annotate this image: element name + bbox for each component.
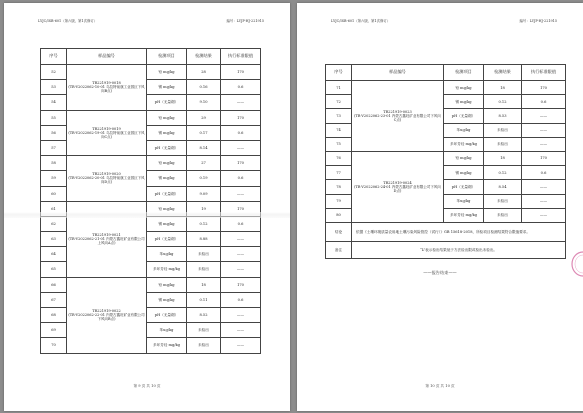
seal-stamp [569,251,583,277]
test-result-cell: 未检出 [484,123,522,137]
standard-limit-cell: 0.6 [522,166,566,180]
standard-limit-cell: —— [522,208,566,222]
sample-id-cell: TR221919-0018 (TR-V2022062-10-01 乌拉特前旗工业园区下风向B点) [67,65,147,111]
standard-limit-cell: —— [221,232,261,247]
standard-limit-cell: —— [221,323,261,338]
test-result-cell: 8.14 [187,140,221,155]
standard-limit-cell: —— [221,262,261,277]
results-table [40,48,261,354]
standard-limit-cell: 170 [221,201,261,216]
test-result-cell: 9.10 [187,95,221,110]
row-number-cell: 79 [326,194,352,208]
row-number-cell: 69 [41,323,67,338]
test-result-cell: 18 [187,277,221,292]
test-result-cell: 0.11 [187,292,221,307]
row-number-cell: 64 [41,247,67,262]
table-body [41,65,261,354]
column-header: 检测项目 [444,65,484,81]
test-result-cell: 未检出 [187,323,221,338]
row-number-cell: 75 [326,137,352,151]
standard-limit-cell: —— [221,186,261,201]
row-number-cell: 65 [41,262,67,277]
row-number-cell: 74 [326,123,352,137]
standard-limit-cell: 0.6 [221,125,261,140]
row-number-cell: 55 [41,110,67,125]
remark-row [326,241,566,258]
table-header-row [41,49,261,65]
test-result-cell: 18 [484,81,522,95]
test-result-cell: 8.54 [484,180,522,194]
table-row [326,81,566,95]
row-number-cell: 71 [326,81,352,95]
table-row [41,277,261,292]
test-item-cell: 锡 mg/kg [444,166,484,180]
test-result-cell: 0.12 [484,95,522,109]
column-header: 序号 [41,49,67,65]
test-item-cell: 锡 mg/kg [444,95,484,109]
standard-limit-cell: —— [221,338,261,353]
test-item-cell: pH（无量纲） [147,232,187,247]
conclusion-label: 结论 [326,222,352,241]
conclusion-row [326,222,566,241]
table-row [41,156,261,171]
remark-text: “L”表示检出结果低于方法检出限或检出未检出。 [352,241,566,258]
page-fold-shadow [4,212,290,218]
row-number-cell: 62 [41,216,67,231]
test-result-cell: 29 [187,110,221,125]
test-result-cell: 未检出 [187,262,221,277]
test-result-cell: 0.19 [187,171,221,186]
row-number-cell: 80 [326,208,352,222]
row-number-cell: 70 [41,338,67,353]
test-item-cell: pH（无量纲） [147,308,187,323]
sample-id-cell: TR221919-0023 (TR-V2022062-23-01 内蒙古鑫旺矿业有限公司下风向C点) [352,81,444,152]
table-header [41,49,261,65]
standard-limit-cell: 170 [522,151,566,165]
test-result-cell: 未检出 [484,194,522,208]
test-result-cell: 8.88 [187,232,221,247]
column-header: 样品编号 [352,65,444,81]
standard-limit-cell: —— [221,308,261,323]
column-header: 检测项目 [147,49,187,65]
standard-limit-cell: 0.6 [522,95,566,109]
standard-limit-cell: —— [522,137,566,151]
test-item-cell: 锡 mg/kg [147,125,187,140]
row-number-cell: 63 [41,232,67,247]
table-header-row [326,65,566,81]
standard-limit-cell: —— [522,194,566,208]
row-number-cell: 59 [41,171,67,186]
test-item-cell: 铅 mg/kg [444,151,484,165]
row-number-cell: 77 [326,166,352,180]
test-result-cell: 0.12 [484,166,522,180]
header-report-number: 编号：LYJP-HJ-221915 [226,19,264,23]
test-item-cell: 铅 mg/kg [444,81,484,95]
test-result-cell: 0.12 [187,216,221,231]
test-result-cell: 未检出 [484,208,522,222]
table-body [326,81,566,223]
test-item-cell: 多环芳烃 mg/kg [147,262,187,277]
sample-id-cell: TR221919-0019 (TR-V2022062-19-01 乌拉特前旗工业园区下风向C点) [67,110,147,156]
test-item-cell: 铅 mg/kg [147,201,187,216]
page-number: 第 9 页 共 10 页 [133,384,161,388]
sample-id-cell: TR221919-0022 (TR-V2022062-22-01 内蒙古鑫旺矿业有限公司下风向B点) [67,277,147,353]
test-item-cell: 锡 mg/kg [147,171,187,186]
page-number: 第 10 页 共 10 页 [425,384,455,388]
test-result-cell: 8.52 [187,308,221,323]
row-number-cell: 72 [326,95,352,109]
row-number-cell: 54 [41,95,67,110]
test-item-cell: 多环芳烃 mg/kg [147,338,187,353]
report-page-10 [297,3,583,411]
results-table [325,64,566,259]
column-header: 执行标准限值 [522,65,566,81]
test-item-cell: 多环芳烃 mg/kg [444,208,484,222]
column-header: 样品编号 [67,49,147,65]
row-number-cell: 61 [41,201,67,216]
standard-limit-cell: 170 [522,81,566,95]
test-result-cell: 27 [187,156,221,171]
test-result-cell: 8.53 [484,109,522,123]
standard-limit-cell: 170 [221,156,261,171]
test-item-cell: 多环芳烃 mg/kg [444,137,484,151]
test-result-cell: 0.16 [187,80,221,95]
test-result-cell: 9.09 [187,186,221,201]
standard-limit-cell: —— [221,247,261,262]
header-form-code: LYJC/ISB-601（第六版、第1次修订） [331,19,391,23]
test-item-cell: pH（无量纲） [147,95,187,110]
standard-limit-cell: 170 [221,65,261,80]
test-item-cell: 锡 mg/kg [147,216,187,231]
row-number-cell: 73 [326,109,352,123]
test-item-cell: 铅 mg/kg [147,277,187,292]
header-form-code: LYJC/ISB-601（第六版、第1次修订） [38,19,98,23]
row-number-cell: 58 [41,156,67,171]
row-number-cell: 60 [41,186,67,201]
table-row [326,151,566,165]
standard-limit-cell: —— [522,180,566,194]
row-number-cell: 78 [326,180,352,194]
sample-id-cell: TR221919-0024 (TR-V2022062-24-01 内蒙古鑫旺矿业有限公司下风向D点) [352,151,444,222]
conclusion-text: 依据《土壤环境质量农用地土壤污染风险管控（试行）》GB 15618-2018，所检项目检测结果符合限值要求。 [352,222,566,241]
column-header: 执行标准限值 [221,49,261,65]
standard-limit-cell: —— [522,109,566,123]
test-result-cell: 0.17 [187,125,221,140]
sample-id-cell: TR221919-0021 (TR-V2022062-21-01 内蒙古鑫旺矿业有限公司上风向A点) [67,201,147,277]
test-item-cell: pH（无量纲） [147,186,187,201]
remark-label: 备注 [326,241,352,258]
test-item-cell: pH（无量纲） [147,140,187,155]
test-item-cell: 铅 mg/kg [147,156,187,171]
test-result-cell: 未检出 [484,137,522,151]
row-number-cell: 57 [41,140,67,155]
test-item-cell: 铅 mg/kg [147,110,187,125]
standard-limit-cell: 170 [221,277,261,292]
test-result-cell: 未检出 [187,338,221,353]
table-header [326,65,566,81]
column-header: 检测结果 [484,65,522,81]
test-item-cell: 锡 mg/kg [147,80,187,95]
standard-limit-cell: 0.6 [221,216,261,231]
sample-id-cell: TR221919-0020 (TR-V2022062-20-01 乌拉特前旗工业园区下风向D点) [67,156,147,202]
standard-limit-cell: 0.6 [221,171,261,186]
report-page-9 [4,3,290,411]
standard-limit-cell: 0.6 [221,80,261,95]
column-header: 检测结果 [187,49,221,65]
test-item-cell: pH（无量纲） [444,109,484,123]
row-number-cell: 76 [326,151,352,165]
row-number-cell: 56 [41,125,67,140]
column-header: 序号 [326,65,352,81]
test-item-cell: 苯ug/kg [444,123,484,137]
table-row [41,65,261,80]
row-number-cell: 66 [41,277,67,292]
test-item-cell: 苯ug/kg [147,323,187,338]
test-item-cell: 锡 mg/kg [147,292,187,307]
header-report-number: 编号：LYJP-HJ-221915 [519,19,557,23]
standard-limit-cell: —— [221,140,261,155]
test-item-cell: 苯ug/kg [147,247,187,262]
test-result-cell: 18 [484,151,522,165]
test-result-cell: 未检出 [187,247,221,262]
test-result-cell: 28 [187,65,221,80]
row-number-cell: 52 [41,65,67,80]
table-row [41,110,261,125]
standard-limit-cell: 170 [221,110,261,125]
standard-limit-cell: —— [522,123,566,137]
report-end-mark: ——报告结束—— [423,270,457,275]
standard-limit-cell: 0.6 [221,292,261,307]
test-item-cell: 铅 mg/kg [147,65,187,80]
test-result-cell: 19 [187,201,221,216]
test-item-cell: pH（无量纲） [444,180,484,194]
row-number-cell: 53 [41,80,67,95]
row-number-cell: 67 [41,292,67,307]
test-item-cell: 苯ug/kg [444,194,484,208]
row-number-cell: 68 [41,308,67,323]
standard-limit-cell: —— [221,95,261,110]
